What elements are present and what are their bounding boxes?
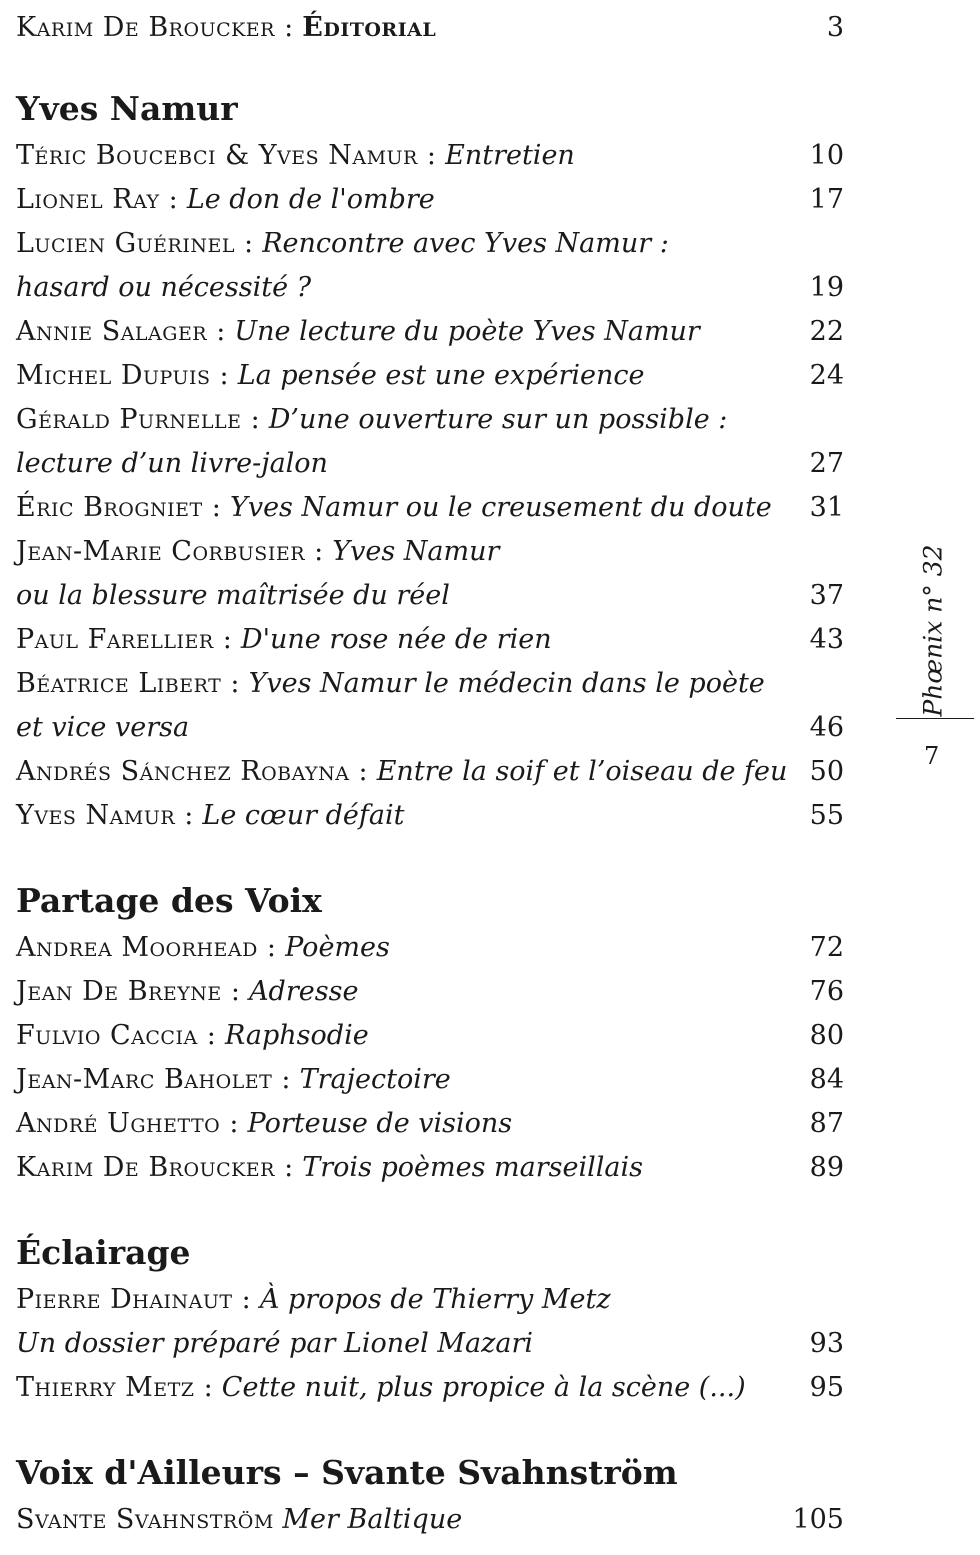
entry-author: Fulvio Caccia : [16, 1020, 217, 1051]
entry-page: 87 [809, 1108, 844, 1139]
entry-author: Jean De Breyne : [16, 976, 241, 1007]
toc-entry-editorial[interactable] [16, 6, 846, 50]
entry-title: Mer Baltique [282, 1504, 463, 1535]
entry-title: Trajectoire [299, 1064, 451, 1095]
entry-title: D’une ouverture sur un possible : [268, 404, 728, 435]
entry-title: Entre la soif et l’oiseau de feu [376, 756, 788, 787]
entry-title-continued: hasard ou nécessité ? [16, 272, 312, 303]
entry-author: Karim De Broucker : [16, 12, 294, 43]
entry-title: Yves Namur le médecin dans le poète [248, 668, 765, 699]
entry-page: 50 [809, 756, 844, 787]
entry-title: Adresse [249, 976, 359, 1007]
toc-entry[interactable] [16, 1366, 846, 1410]
entry-page: 17 [809, 184, 844, 215]
toc-entry[interactable] [16, 134, 846, 178]
entry-author: Yves Namur : [16, 800, 194, 831]
entry-page: 31 [809, 492, 844, 523]
toc-entry[interactable] [16, 222, 846, 266]
toc-entry[interactable] [16, 794, 846, 838]
toc-entry-continuation[interactable] [16, 442, 846, 486]
entry-page: 19 [809, 272, 844, 303]
toc-entry-continuation[interactable] [16, 574, 846, 618]
toc-entry[interactable] [16, 310, 846, 354]
toc-entry-continuation[interactable] [16, 1322, 846, 1366]
entry-author: Gérald Purnelle : [16, 404, 261, 435]
toc-entry[interactable] [16, 662, 846, 706]
entry-page: 84 [809, 1064, 844, 1095]
entry-page: 27 [809, 448, 844, 479]
entry-author: Téric Boucebci & Yves Namur : [16, 140, 437, 171]
toc-entry-continuation[interactable] [16, 706, 846, 750]
divider [896, 718, 974, 719]
toc-entry[interactable] [16, 618, 846, 662]
toc-entry[interactable] [16, 1102, 846, 1146]
entry-author: Svante Svahnström [16, 1504, 274, 1535]
entry-title: Porteuse de visions [247, 1108, 513, 1139]
entry-author: Thierry Metz : [16, 1372, 214, 1403]
entry-title: À propos de Thierry Metz [259, 1284, 611, 1315]
entry-title: Éditorial [302, 12, 437, 43]
entry-page: 22 [809, 316, 844, 347]
entry-page: 105 [792, 1504, 844, 1535]
toc-entry[interactable] [16, 530, 846, 574]
entry-author: André Ughetto : [16, 1108, 239, 1139]
entry-title: Yves Namur [332, 536, 500, 567]
entry-author: Karim De Broucker : [16, 1152, 294, 1183]
entry-title-continued: et vice versa [16, 712, 190, 743]
entry-page: 43 [809, 624, 844, 655]
entry-page: 89 [809, 1152, 844, 1183]
section-heading: Partage des Voix [16, 881, 322, 920]
section-heading: Voix d'Ailleurs – Svante Svahnström [16, 1453, 678, 1492]
toc-entry[interactable] [16, 178, 846, 222]
toc-entry[interactable] [16, 1058, 846, 1102]
entry-page: 95 [809, 1372, 844, 1403]
entry-page: 24 [809, 360, 844, 391]
toc-entry[interactable] [16, 970, 846, 1014]
folio-number: 7 [924, 742, 940, 770]
journal-title [908, 540, 958, 720]
entry-author: Béatrice Libert : [16, 668, 240, 699]
entry-page: 37 [809, 580, 844, 611]
journal-title-text: Phœnix n° 32 [918, 543, 948, 717]
side-running-head [896, 520, 976, 800]
entry-title: Trois poèmes marseillais [302, 1152, 643, 1183]
entry-title: Cette nuit, plus propice à la scène (...) [221, 1372, 746, 1403]
entry-author: Paul Farellier : [16, 624, 233, 655]
toc-entry[interactable] [16, 1014, 846, 1058]
entry-title: D'une rose née de rien [240, 624, 552, 655]
toc-entry[interactable] [16, 486, 846, 530]
entry-page: 46 [809, 712, 844, 743]
entry-author: Andrea Moorhead : [16, 932, 277, 963]
entry-author: Pierre Dhainaut : [16, 1284, 252, 1315]
entry-page: 72 [809, 932, 844, 963]
entry-author: Éric Brogniet : [16, 492, 222, 523]
toc-entry-continuation[interactable] [16, 266, 846, 310]
toc-entry[interactable] [16, 398, 846, 442]
entry-author: Lionel Ray : [16, 184, 179, 215]
toc-entry[interactable] [16, 1278, 846, 1322]
entry-title: Rencontre avec Yves Namur : [262, 228, 669, 259]
entry-page: 80 [809, 1020, 844, 1051]
entry-author: Jean-Marie Corbusier : [16, 536, 324, 567]
entry-author: Andrés Sánchez Robayna : [16, 756, 369, 787]
entry-title: Le cœur défait [202, 800, 405, 831]
toc-entry[interactable] [16, 926, 846, 970]
entry-title: Raphsodie [224, 1020, 369, 1051]
entry-page: 3 [826, 12, 844, 43]
toc-entry[interactable] [16, 354, 846, 398]
entry-page: 76 [809, 976, 844, 1007]
entry-author: Jean-Marc Baholet : [16, 1064, 292, 1095]
entry-title: Entretien [445, 140, 575, 171]
entry-title-continued: Un dossier préparé par Lionel Mazari [16, 1328, 533, 1359]
section-heading: Yves Namur [16, 89, 238, 128]
toc-entry[interactable] [16, 750, 846, 794]
entry-title-continued: ou la blessure maîtrisée du réel [16, 580, 450, 611]
entry-title: Yves Namur ou le creusement du doute [230, 492, 772, 523]
entry-page: 55 [809, 800, 844, 831]
entry-author: Michel Dupuis : [16, 360, 230, 391]
entry-title: Le don de l'ombre [186, 184, 435, 215]
toc-list [16, 0, 846, 1542]
section-heading: Éclairage [16, 1233, 191, 1272]
entry-title: Une lecture du poète Yves Namur [234, 316, 700, 347]
entry-title: Poèmes [285, 932, 390, 963]
entry-title: La pensée est une expérience [237, 360, 645, 391]
entry-page: 93 [809, 1328, 844, 1359]
entry-page: 10 [809, 140, 844, 171]
entry-title-continued: lecture d’un livre-jalon [16, 448, 328, 479]
entry-author: Lucien Guérinel : [16, 228, 254, 259]
entry-author: Annie Salager : [16, 316, 226, 347]
toc-entry[interactable] [16, 1498, 846, 1542]
toc-entry[interactable] [16, 1146, 846, 1190]
